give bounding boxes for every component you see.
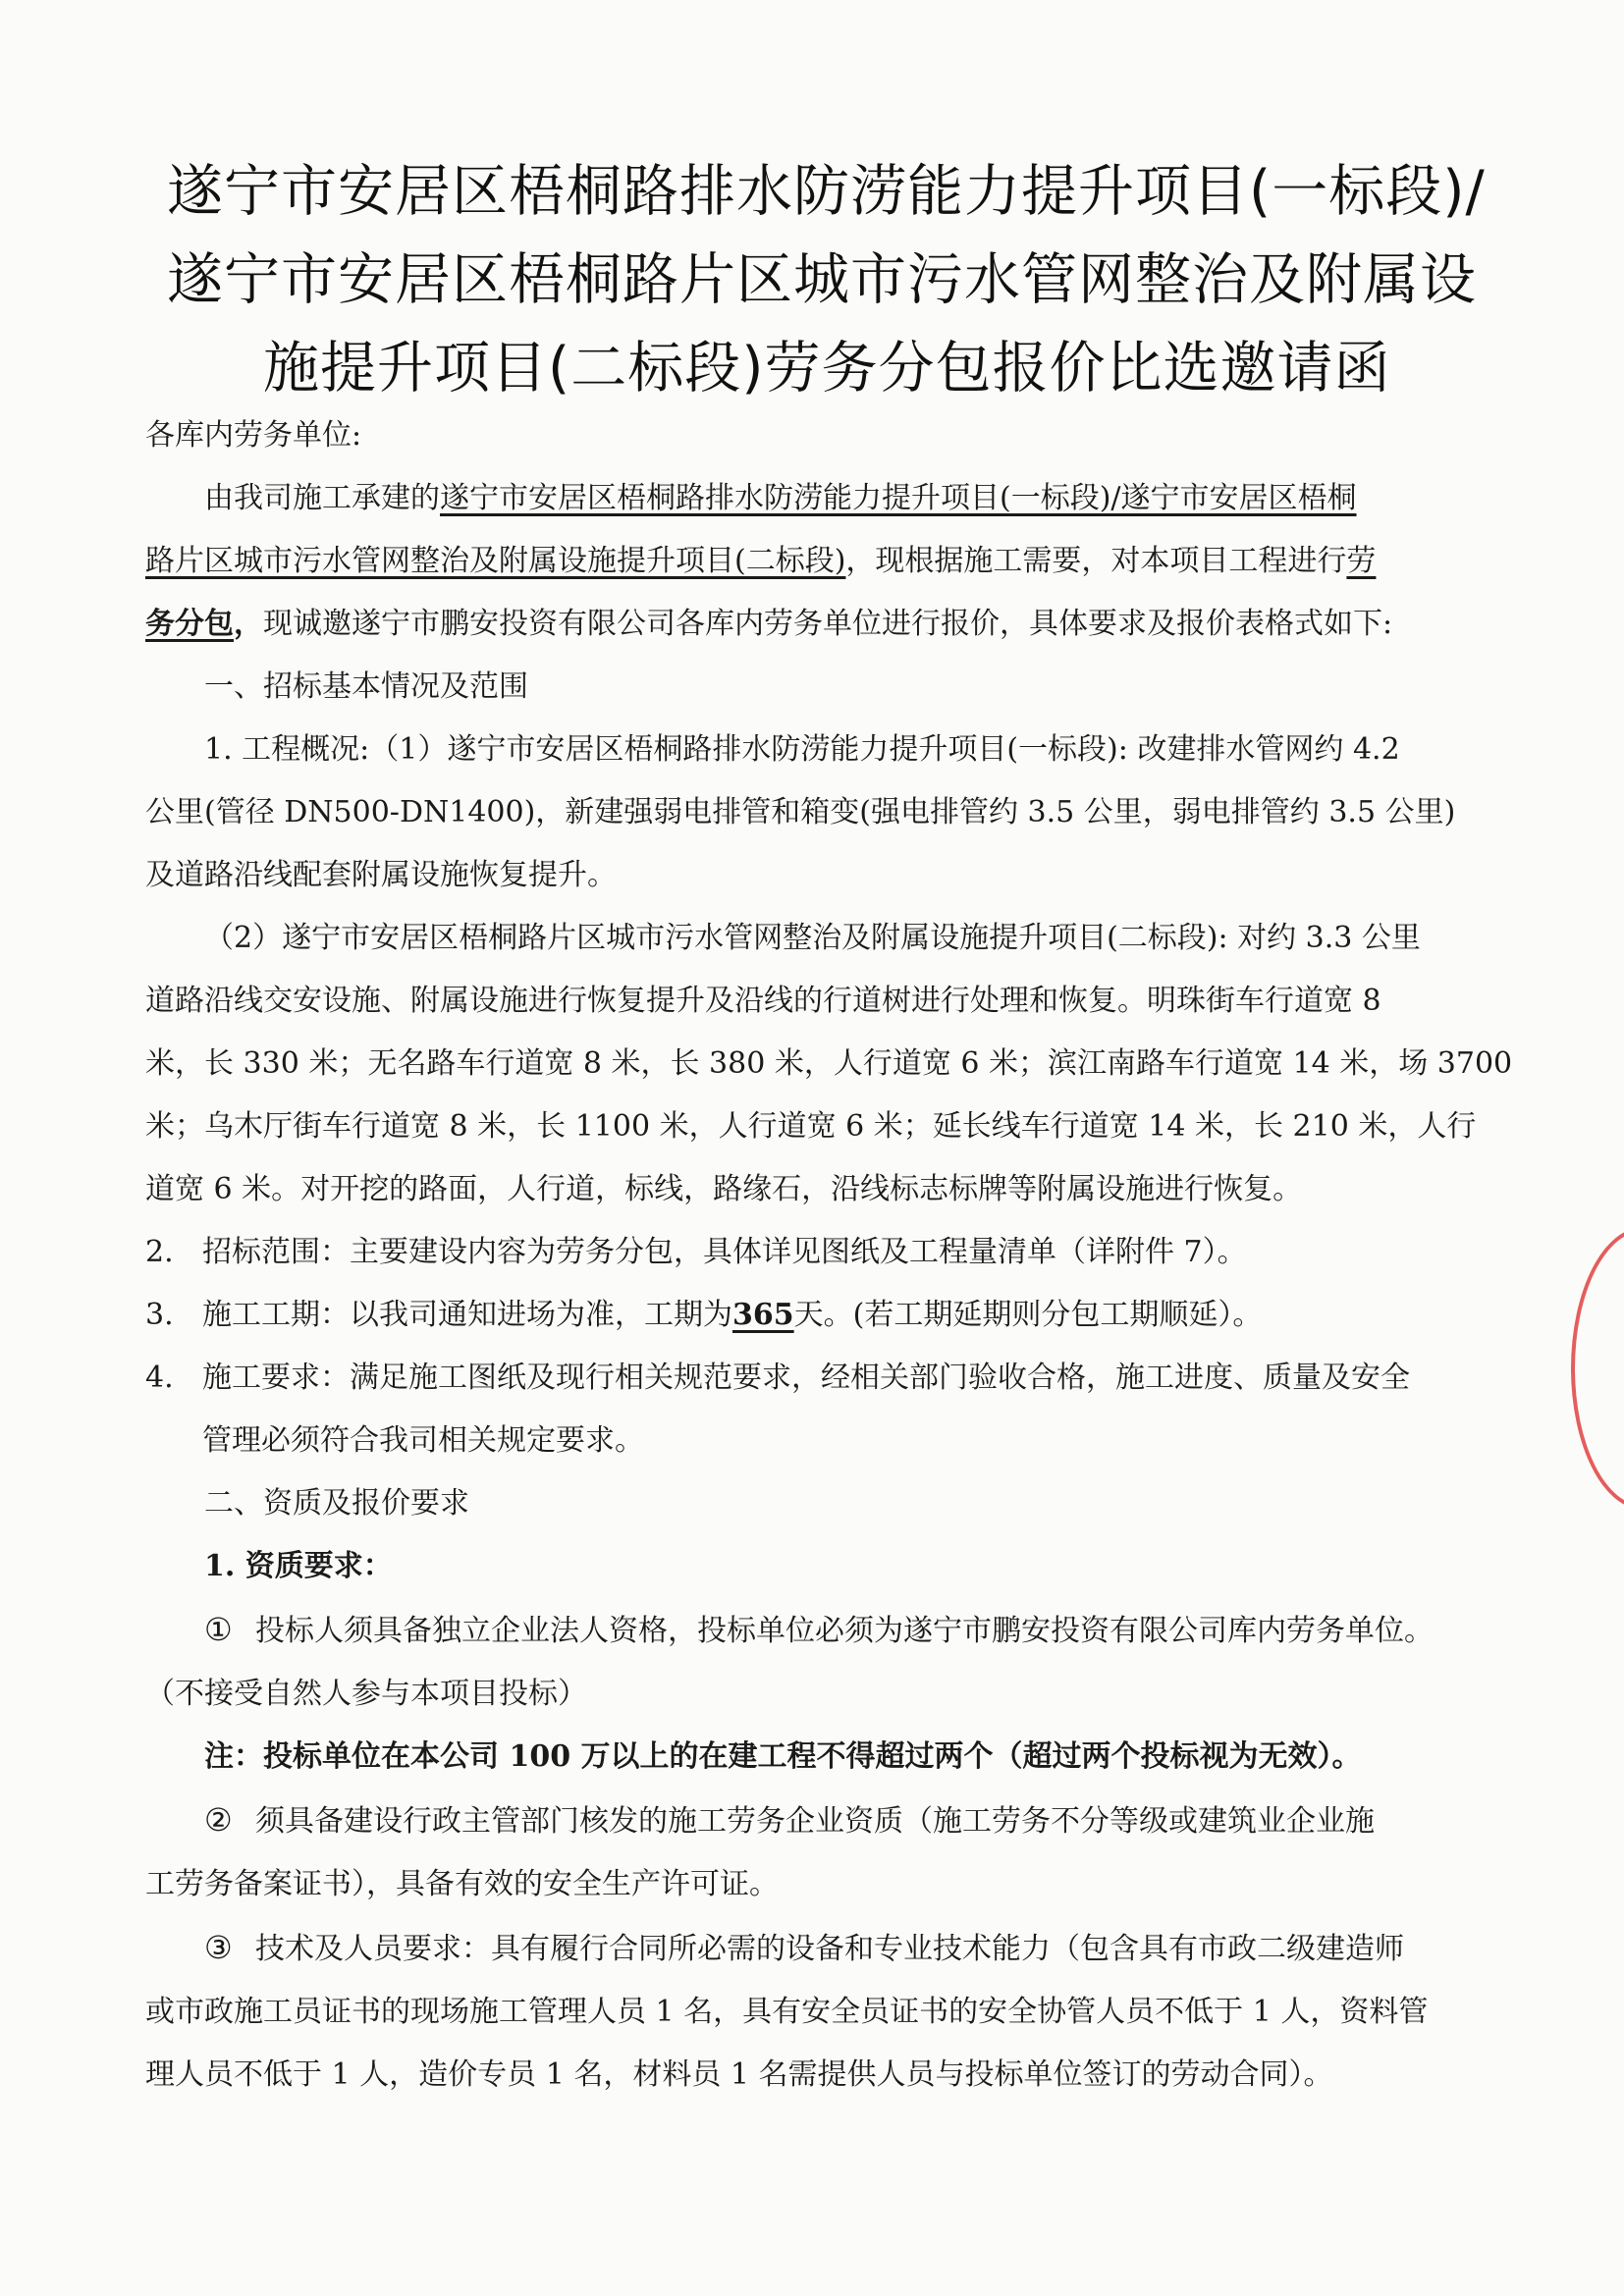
item-1b-line-3: 米，长 330 米；无名路车行道宽 8 米，长 380 米，人行道宽 6 米；滨江南路车行道宽 14 米，场 3700 xyxy=(145,1046,1513,1081)
req-text: 技术及人员要求：具有履行合同所必需的设备和专业技术能力（包含具有市政二级建造师 xyxy=(255,1932,1404,1966)
project-name-underlined: 路片区城市污水管网整治及附属设施提升项目(二标段) xyxy=(145,544,846,578)
title-line-1: 遂宁市安居区梧桐路排水防涝能力提升项目(一标段)/ xyxy=(167,159,1486,224)
document-title xyxy=(147,147,1542,412)
req-2-line-2: 工劳务备案证书），具备有效的安全生产许可证。 xyxy=(145,1867,779,1901)
intro-text: 现诚邀遂宁市鹏安投资有限公司各库内劳务单位进行报价，具体要求及报价表格式如下: xyxy=(263,607,1393,641)
req-3-line-1 xyxy=(145,1916,1532,1981)
req-1-line-2: （不接受自然人参与本项目投标） xyxy=(145,1677,587,1711)
intro-line-2 xyxy=(145,530,1532,593)
intro-text: 由我司施工承建的 xyxy=(204,481,440,515)
title-line-3: 施提升项目(二标段)劳务分包报价比选邀请函 xyxy=(263,336,1391,400)
section-2-heading: 二、资质及报价要求 xyxy=(204,1486,469,1521)
intro-text: ，现根据施工需要，对本项目工程进行 xyxy=(845,544,1347,578)
scope-underlined: 务分包 xyxy=(145,607,234,641)
item-text: 施工要求：满足施工图纸及现行相关规范要求，经相关部门验收合格，施工进度、质量及安全 xyxy=(202,1361,1410,1395)
item-number: 4. xyxy=(145,1361,174,1395)
circled-number: ① xyxy=(204,1611,233,1648)
comma: ， xyxy=(234,607,263,641)
scope-underlined: 劳 xyxy=(1346,544,1377,578)
item-text: 招标范围：主要建设内容为劳务分包，具体详见图纸及工程量清单（详附件 7）。 xyxy=(202,1235,1247,1269)
project-name-underlined: 遂宁市安居区梧桐路排水防涝能力提升项目(一标段)/遂宁市安居区梧桐 xyxy=(440,481,1357,515)
document-body xyxy=(145,404,1532,2107)
item-1-line-2: 公里(管径 DN500-DN1400)，新建强弱电排管和箱变(强电排管约 3.5 公里，弱电排管约 3.5 公里) xyxy=(145,795,1456,829)
item-2 xyxy=(145,1221,1532,1284)
title-line-2: 遂宁市安居区梧桐路片区城市污水管网整治及附属设 xyxy=(167,247,1477,312)
item-1-line-1: 1. 工程概况:（1）遂宁市安居区梧桐路排水防涝能力提升项目(一标段): 改建排水管网约 4.2 xyxy=(204,732,1400,767)
qualification-heading: 1. 资质要求： xyxy=(204,1549,393,1583)
req-3-line-3: 理人员不低于 1 人，造价专员 1 名，材料员 1 名需提供人员与投标单位签订的劳动合同）。 xyxy=(145,2057,1333,2092)
item-1b-line-1: （2）遂宁市安居区梧桐路片区城市污水管网整治及附属设施提升项目(二标段): 对约 3.3 公里 xyxy=(204,921,1421,955)
req-text: 投标人须具备独立企业法人资格，投标单位必须为遂宁市鹏安投资有限公司库内劳务单位。 xyxy=(255,1614,1434,1648)
item-text: 施工工期：以我司通知进场为准，工期为 xyxy=(202,1298,732,1332)
req-note: 注：投标单位在本公司 100 万以上的在建工程不得超过两个（超过两个投标视为无效）。 xyxy=(204,1739,1362,1774)
item-4-line-1 xyxy=(145,1347,1532,1410)
item-3 xyxy=(145,1284,1532,1347)
item-number: 2. xyxy=(145,1235,174,1269)
item-number: 3. xyxy=(145,1298,174,1332)
circled-number: ③ xyxy=(204,1929,233,1966)
salutation: 各库内劳务单位: xyxy=(145,418,362,453)
item-text: 天。(若工期延期则分包工期顺延）。 xyxy=(793,1298,1263,1332)
circled-number: ② xyxy=(204,1801,233,1839)
item-1b-line-4: 米；乌木厅街车行道宽 8 米，长 1100 米，人行道宽 6 米；延长线车行道宽 14 米，长 210 米，人行 xyxy=(145,1109,1477,1144)
duration-days: 365 xyxy=(732,1298,794,1332)
item-1-line-3: 及道路沿线配套附属设施恢复提升。 xyxy=(145,858,617,892)
req-text: 须具备建设行政主管部门核发的施工劳务企业资质（施工劳务不分等级或建筑业企业施 xyxy=(255,1804,1375,1839)
intro-line-3 xyxy=(145,593,1532,656)
intro-line-1 xyxy=(145,467,1532,530)
item-1b-line-5: 道宽 6 米。对开挖的路面，人行道，标线，路缘石，沿线标志标牌等附属设施进行恢复。 xyxy=(145,1172,1303,1206)
item-4-line-2: 管理必须符合我司相关规定要求。 xyxy=(202,1423,644,1458)
item-1b-line-2: 道路沿线交安设施、附属设施进行恢复提升及沿线的行道树进行处理和恢复。明珠街车行道宽 8 xyxy=(145,984,1381,1018)
req-3-line-2: 或市政施工员证书的现场施工管理人员 1 名，具有安全员证书的安全协管人员不低于 1 人，资料管 xyxy=(145,1995,1429,2029)
company-seal-fragment xyxy=(1571,1227,1624,1510)
section-1-heading: 一、招标基本情况及范围 xyxy=(204,669,528,704)
req-1-line-1 xyxy=(145,1598,1532,1663)
req-2-line-1 xyxy=(145,1789,1532,1853)
